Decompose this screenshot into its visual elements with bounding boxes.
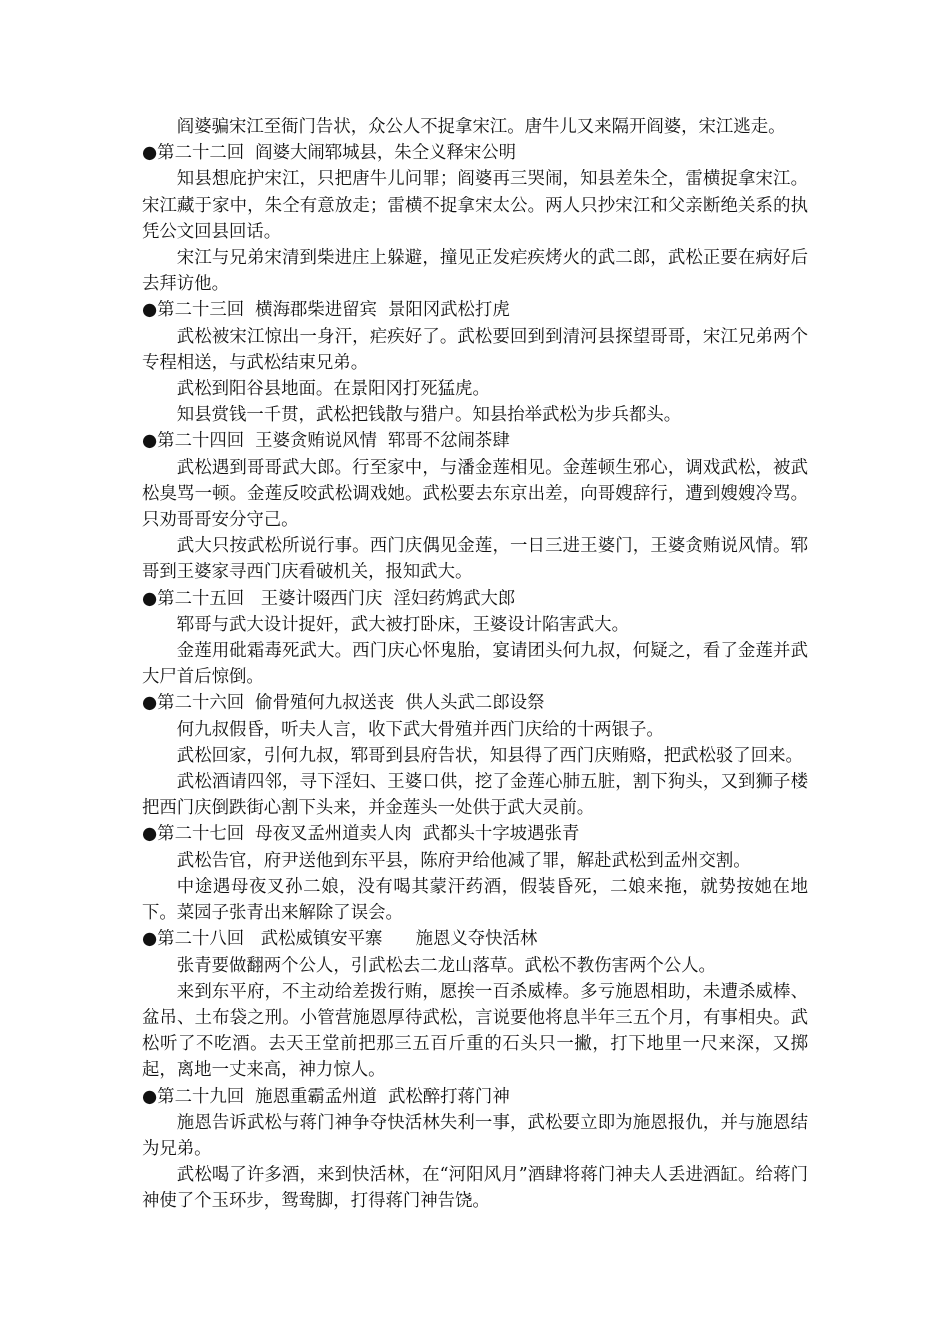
- paragraph: 来到东平府，不主动给差拨行贿，愿挨一百杀威棒。多亏施恩相助，未遭杀威棒、盆吊、土布袋之刑。小管营施恩厚待武松，言说要他将息半年三五个月，有事相央。武松听了不吃酒。去天王堂前把那三五百斤重的石头只一撇，打下地里一尺来深，又掷起，离地一丈来高，神力惊人。: [142, 981, 808, 1081]
- chapter-heading: ●第二十九回 施恩重霸孟州道 武松醉打蒋门神: [142, 1086, 510, 1107]
- paragraph: 武松遇到哥哥武大郎。行至家中，与潘金莲相见。金莲顿生邪心，调戏武松，被武松臭骂一顿。金莲反咬武松调戏她。武松要去东京出差，向哥嫂辞行，遭到嫂嫂冷骂。只劝哥哥安分守己。: [142, 457, 808, 531]
- paragraph: 武松酒请四邻，寻下淫妇、王婆口供，挖了金莲心肺五脏，割下狗头，又到狮子楼把西门庆倒跌街心割下头来，并金莲头一处供于武大灵前。: [142, 772, 808, 819]
- paragraph: 何九叔假昏，听夫人言，收下武大骨殖并西门庆给的十两银子。: [176, 719, 664, 740]
- paragraph: 武松回家，引何九叔，郓哥到县府告状，知县得了西门庆贿赂，把武松驳了回来。: [176, 745, 803, 766]
- paragraph: 宋江与兄弟宋清到柴进庄上躲避，撞见正发疟疾烤火的武二郎，武松正要在病好后去拜访他。: [142, 248, 808, 295]
- paragraph: 武松告官，府尹送他到东平县，陈府尹给他减了罪，解赴武松到孟州交割。: [176, 850, 751, 871]
- chapter-heading: ●第二十三回 横海郡柴进留宾 景阳冈武松打虎: [142, 300, 510, 321]
- paragraph: 武松到阳谷县地面。在景阳冈打死猛虎。: [176, 379, 490, 400]
- paragraph: 郓哥与武大设计捉奸，武大被打卧床，王婆设计陷害武大。: [176, 614, 629, 635]
- paragraph: 知县赏钱一千贯，武松把钱散与猎户。知县抬举武松为步兵都头。: [176, 405, 682, 426]
- chapter-heading: ●第二十七回 母夜叉孟州道卖人肉 武都头十字坡遇张青: [142, 824, 580, 845]
- chapter-heading: ●第二十六回 偷骨殖何九叔送丧 供人头武二郎设祭: [142, 693, 545, 714]
- paragraph: 中途遇母夜叉孙二娘，没有喝其蒙汗药酒，假装昏死，二娘来拖，就势按她在地下。菜园子张青出来解除了误会。: [142, 876, 808, 924]
- paragraph: 知县想庇护宋江，只把唐牛儿问罪；阎婆再三哭闹，知县差朱仝，雷横捉拿宋江。宋江藏于家中，朱仝有意放走；雷横不捉拿宋太公。两人只抄宋江和父亲断绝关系的执凭公文回县回话。: [142, 169, 808, 242]
- paragraph: 金莲用砒霜毒死武大。西门庆心怀鬼胎，宴请团头何九叔，何疑之，看了金莲并武大尸首后惊倒。: [142, 641, 808, 688]
- document-page: [142, 114, 808, 1215]
- chapter-heading: ●第二十二回 阎婆大闹郓城县，朱仝义释宋公明: [142, 143, 517, 164]
- paragraph: 张青要做翻两个公人，引武松去二龙山落草。武松不教伤害两个公人。: [176, 955, 716, 976]
- paragraph: 武大只按武松所说行事。西门庆偶见金莲，一日三进王婆门，王婆贪贿说风情。郓哥到王婆家寻西门庆看破机关，报知武大。: [142, 536, 808, 583]
- paragraph: 武松喝了许多酒，来到快活林，在“河阳风月”酒肆将蒋门神夫人丢进酒缸。给蒋门神使了个玉环步，鸳鸯脚，打得蒋门神告饶。: [142, 1165, 808, 1212]
- chapter-heading: ●第二十八回 武松威镇安平寨 施恩义夺快活林: [142, 929, 538, 950]
- chapter-heading: ●第二十五回 王婆计啜西门庆 淫妇药鸩武大郎: [142, 588, 516, 609]
- paragraph: 武松被宋江惊出一身汗，疟疾好了。武松要回到到清河县探望哥哥，宋江兄弟两个专程相送，与武松结束兄弟。: [142, 326, 808, 373]
- paragraph: 阎婆骗宋江至衙门告状，众公人不捉拿宋江。唐牛儿又来隔开阎婆，宋江逃走。: [176, 117, 786, 137]
- chapter-heading: ●第二十四回 王婆贪贿说风情 郓哥不忿闹茶肆: [142, 431, 510, 452]
- paragraph: 施恩告诉武松与蒋门神争夺快活林失利一事，武松要立即为施恩报仇，并与施恩结为兄弟。: [142, 1112, 808, 1159]
